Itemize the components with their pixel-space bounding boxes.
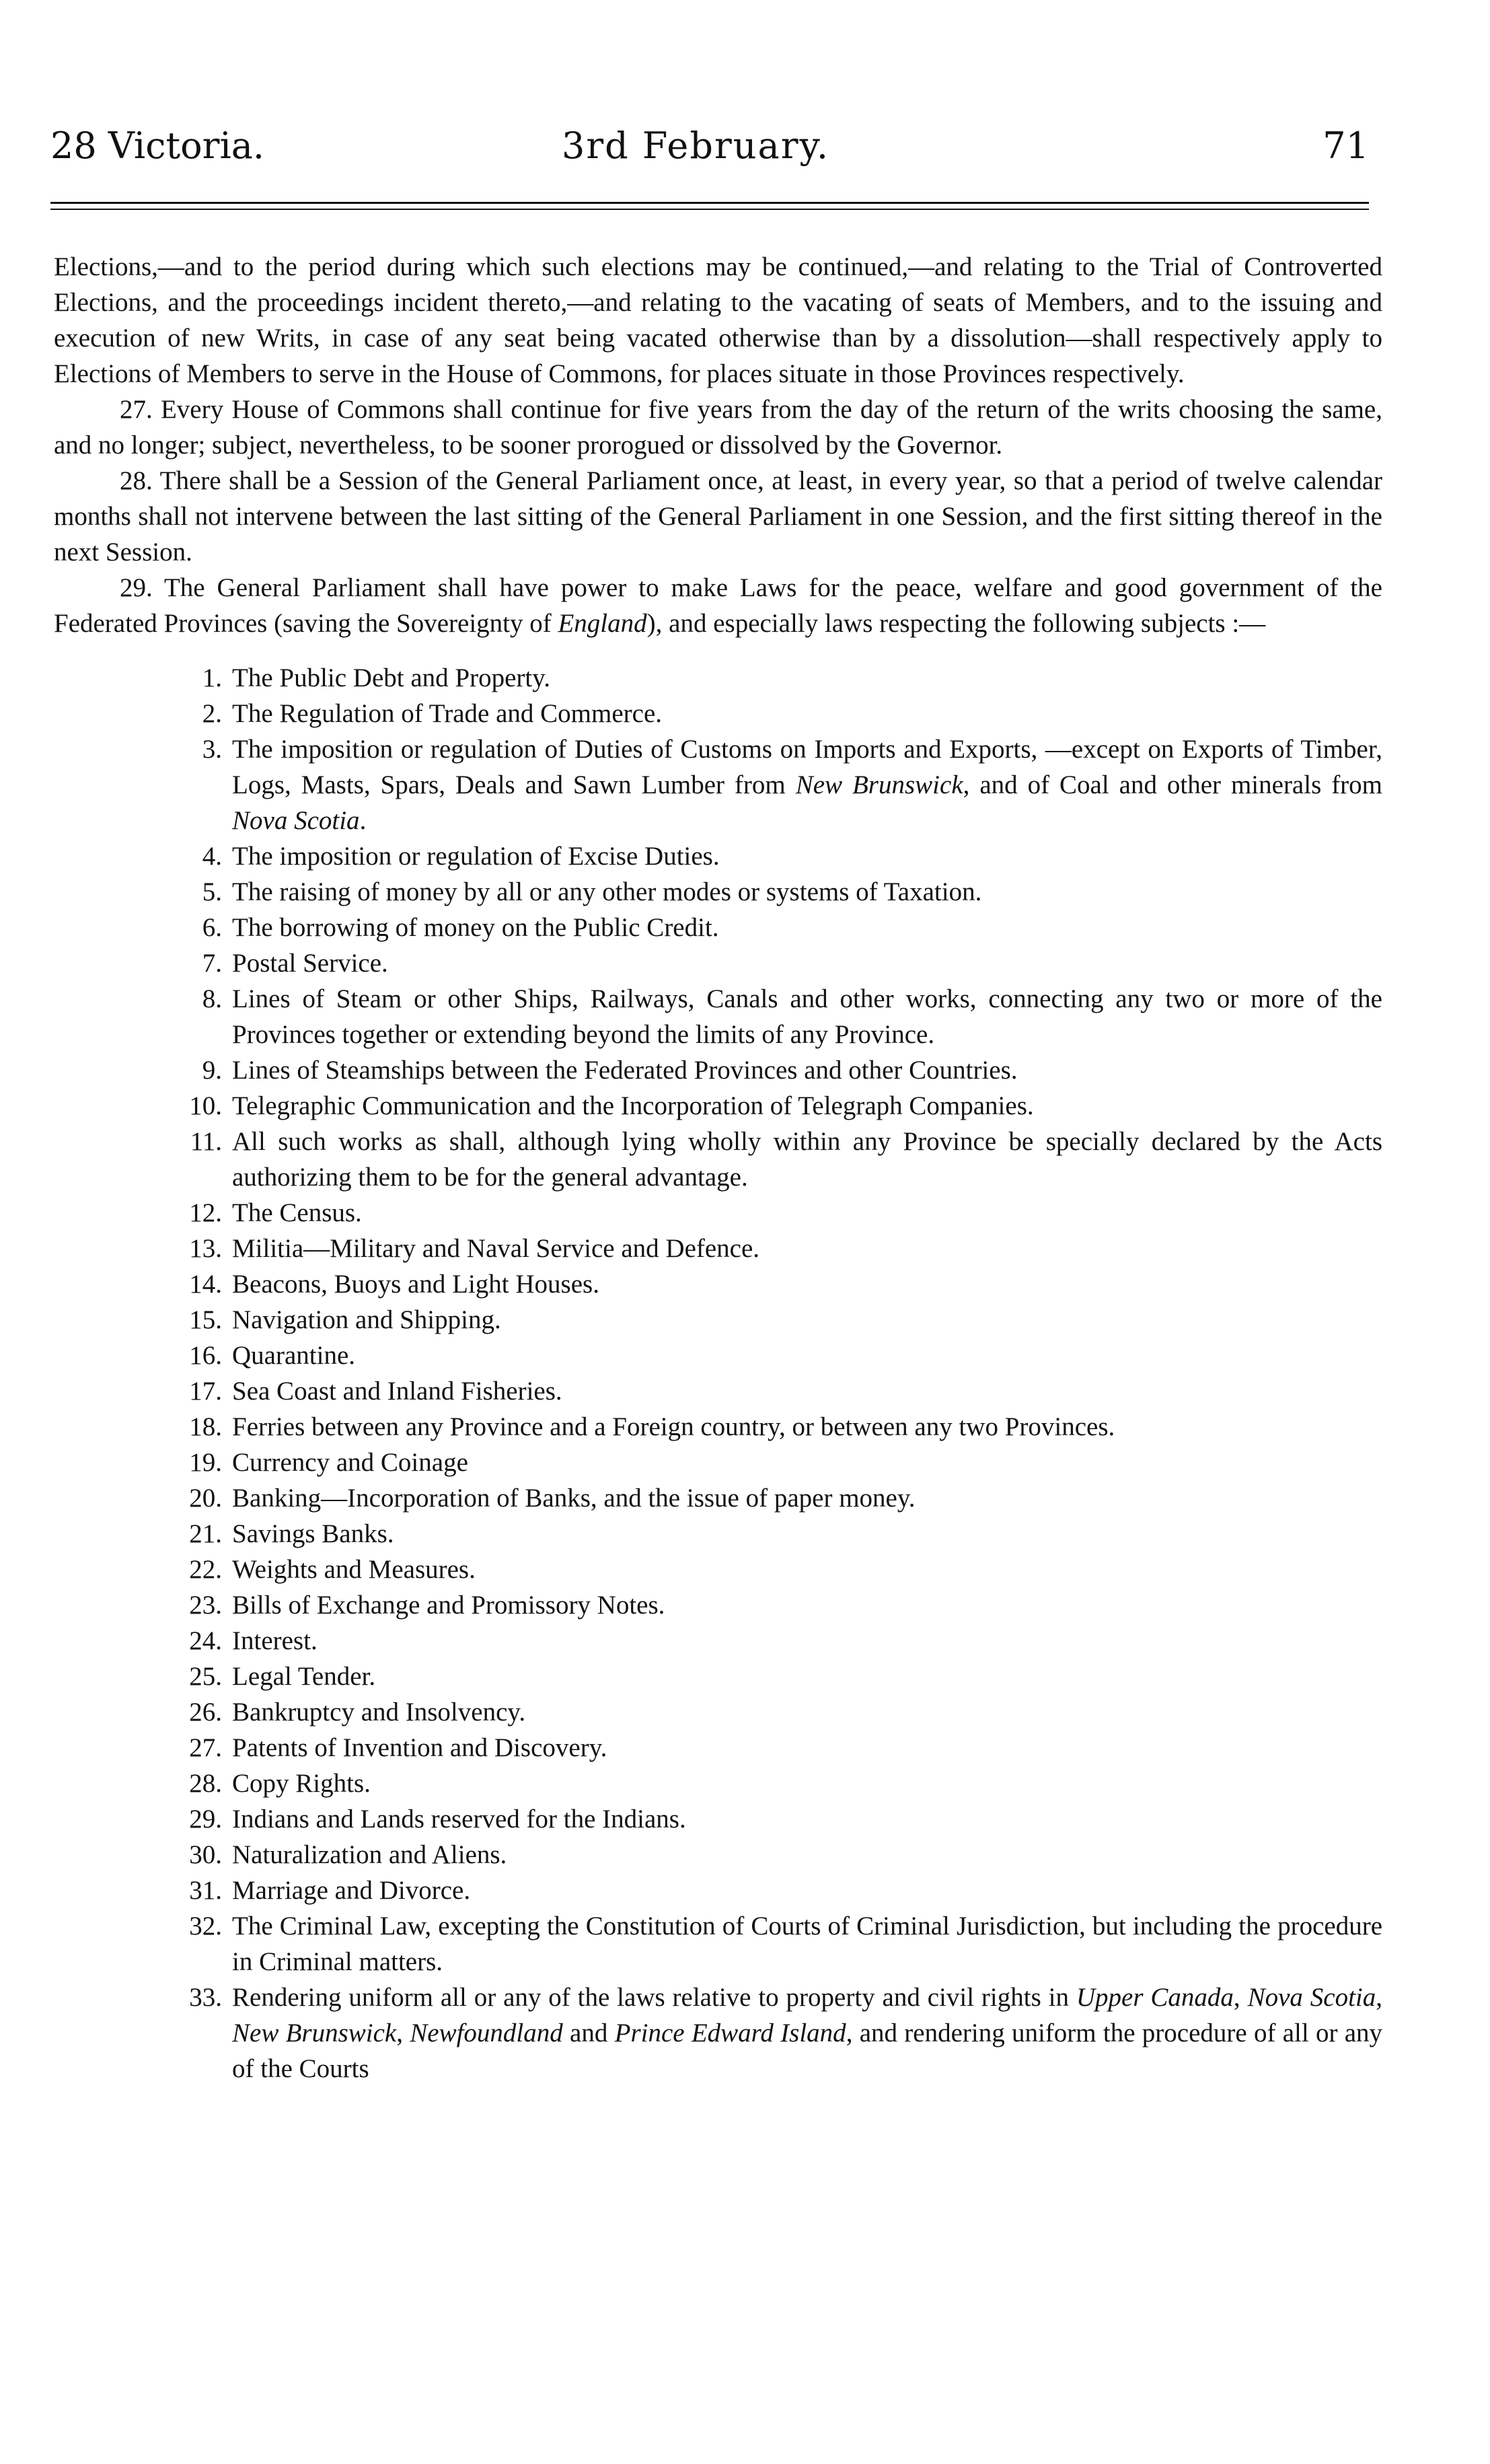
list-item-text: Indians and Lands reserved for the Indians. (232, 1805, 686, 1834)
paragraph-29 (54, 570, 1382, 641)
list-item-number: 19. (189, 1448, 222, 1477)
list-item (54, 838, 1382, 874)
list-item-number: 13. (189, 1234, 222, 1263)
paragraph-29-part-a: 29. The General Parliament shall have power to make Laws for the peace, welfare and good government of the Federated Provinces (saving the Sovereignty of (54, 573, 1382, 638)
list-item-text: Legal Tender. (232, 1662, 376, 1691)
list-item-text: Bills of Exchange and Promissory Notes. (232, 1591, 665, 1620)
list-item (54, 731, 1382, 838)
list-item-text: Militia—Military and Naval Service and Defence. (232, 1234, 760, 1263)
list-item-text: The Regulation of Trade and Commerce. (232, 699, 663, 728)
list-item (54, 981, 1382, 1052)
header-regnal-year: 28 Victoria. (50, 124, 265, 167)
list-item-text: The Census. (232, 1198, 362, 1227)
list-item-number: 3. (202, 735, 222, 764)
list-item (54, 1338, 1382, 1373)
paragraph-28: 28. There shall be a Session of the General Parliament once, at least, in every year, so that a period of twelve calendar months shall not intervene between the last sitting of the General Parliament in one Session, and the first sitting thereof in the next Session. (54, 466, 1382, 567)
list-item-number: 15. (189, 1305, 222, 1334)
list-item-number: 16. (189, 1341, 222, 1370)
list-item-text: Telegraphic Communication and the Incorporation of Telegraph Companies. (232, 1091, 1034, 1120)
list-item-text: The borrowing of money on the Public Credit. (232, 913, 719, 942)
list-item-number: 2. (202, 699, 222, 728)
list-item (54, 1445, 1382, 1480)
list-item (54, 1195, 1382, 1231)
list-item-number: 9. (202, 1056, 222, 1085)
running-header (50, 124, 1369, 185)
list-item-text: All such works as shall, although lying wholly within any Province be specially declared by the Acts authorizing them to be for the general advantage. (232, 1127, 1382, 1192)
list-item-number: 17. (189, 1377, 222, 1406)
list-item (54, 1587, 1382, 1623)
list-item-number: 8. (202, 984, 222, 1013)
list-item (54, 1659, 1382, 1694)
list-item (54, 1124, 1382, 1195)
list-item (54, 1801, 1382, 1837)
list-item (54, 1373, 1382, 1409)
list-item-number: 28. (189, 1769, 222, 1798)
list-item-text: The Criminal Law, excepting the Constitution of Courts of Criminal Jurisdiction, but including the procedure in Criminal matters. (232, 1912, 1382, 1976)
list-item-number: 12. (189, 1198, 222, 1227)
paragraph-27: 27. Every House of Commons shall continue for five years from the day of the return of the writs choosing the same, and no longer; subject, nevertheless, to be sooner prorogued or dissolved by the Governor. (54, 395, 1382, 460)
list-item (54, 1623, 1382, 1659)
list-item-text: Rendering uniform all or any of the laws relative to property and civil rights in Upper Canada, Nova Scotia, New Brunswick, Newfoundland and Prince Edward Island, and rendering uniform the procedure of all or any of the Courts (232, 1983, 1383, 2083)
list-item-number: 21. (189, 1519, 222, 1548)
list-item (54, 1231, 1382, 1266)
list-item (54, 1766, 1382, 1801)
header-rule (50, 202, 1369, 210)
list-item-text: The imposition or regulation of Duties of Customs on Imports and Exports, —except on Exports of Timber, Logs, Masts, Spars, Deals and Sawn Lumber from New Brunswick, and of Coal and other minerals from Nova Scotia. (232, 735, 1383, 835)
list-item (54, 1266, 1382, 1302)
list-item-number: 27. (189, 1733, 222, 1762)
list-item-number: 22. (189, 1555, 222, 1584)
list-item-number: 20. (189, 1484, 222, 1513)
header-date: 3rd February. (562, 124, 830, 167)
list-item-text: Ferries between any Province and a Foreign country, or between any two Provinces. (232, 1412, 1115, 1441)
list-item (54, 1516, 1382, 1552)
list-item (54, 1088, 1382, 1124)
list-item-text: Marriage and Divorce. (232, 1876, 471, 1905)
list-item-text: Quarantine. (232, 1341, 356, 1370)
list-item-number: 7. (202, 949, 222, 978)
list-item-number: 31. (189, 1876, 222, 1905)
page-number: 71 (1323, 124, 1369, 167)
list-item (54, 1552, 1382, 1587)
list-item (54, 1980, 1382, 2087)
paragraph-continuation: Elections,—and to the period during which such elections may be continued,—and relating to the Trial of Controverted Elections, and the proceedings incident thereto,—and relating to the vacating of seats of Members, and to the issuing and execution of new Writs, in case of any seat being vacated otherwise than by a dissolution—shall respectively apply to Elections of Members to serve in the House of Commons, for places situate in those Provinces respectively. (54, 252, 1382, 388)
list-item (54, 1873, 1382, 1908)
list-item-text: Sea Coast and Inland Fisheries. (232, 1377, 562, 1406)
list-item (54, 910, 1382, 945)
list-item-text: The imposition or regulation of Excise Duties. (232, 842, 720, 871)
list-item-text: Lines of Steam or other Ships, Railways, Canals and other works, connecting any two or more of the Provinces together or extending beyond the limits of any Province. (232, 984, 1382, 1049)
list-item-number: 11. (190, 1127, 222, 1156)
list-item-text: Postal Service. (232, 949, 388, 978)
list-item-number: 32. (189, 1912, 222, 1941)
list-item-text: Banking—Incorporation of Banks, and the issue of paper money. (232, 1484, 916, 1513)
list-item-number: 4. (202, 842, 222, 871)
list-item-number: 25. (189, 1662, 222, 1691)
list-item-text: Weights and Measures. (232, 1555, 476, 1584)
list-item-number: 33. (189, 1983, 222, 2012)
list-item (54, 660, 1382, 696)
list-item (54, 1480, 1382, 1516)
list-item-number: 14. (189, 1270, 222, 1299)
list-item (54, 1730, 1382, 1766)
list-item (54, 1409, 1382, 1445)
list-item-number: 30. (189, 1840, 222, 1869)
list-item-text: Lines of Steamships between the Federated Provinces and other Countries. (232, 1056, 1018, 1085)
list-item-text: Patents of Invention and Discovery. (232, 1733, 607, 1762)
list-item-text: Currency and Coinage (232, 1448, 468, 1477)
page-body (54, 249, 1382, 2087)
list-item-text: Bankruptcy and Insolvency. (232, 1698, 526, 1727)
list-item-number: 24. (189, 1626, 222, 1655)
list-item-text: Copy Rights. (232, 1769, 371, 1798)
list-item (54, 874, 1382, 910)
list-item-number: 26. (189, 1698, 222, 1727)
list-item (54, 945, 1382, 981)
list-item-text: Navigation and Shipping. (232, 1305, 501, 1334)
list-item (54, 696, 1382, 731)
list-item (54, 1908, 1382, 1980)
list-item-number: 5. (202, 877, 222, 906)
list-item-number: 1. (202, 663, 222, 692)
list-item-number: 29. (189, 1805, 222, 1834)
list-item (54, 1302, 1382, 1338)
list-item-text: Savings Banks. (232, 1519, 394, 1548)
list-item (54, 1837, 1382, 1873)
list-item-number: 18. (189, 1412, 222, 1441)
paragraph-29-england: England (558, 609, 647, 638)
list-item-text: The Public Debt and Property. (232, 663, 550, 692)
list-item-text: The raising of money by all or any other modes or systems of Taxation. (232, 877, 982, 906)
list-item-text: Beacons, Buoys and Light Houses. (232, 1270, 599, 1299)
list-item-number: 6. (202, 913, 222, 942)
subjects-list (54, 660, 1382, 2087)
list-item-number: 23. (189, 1591, 222, 1620)
paragraph-29-part-b: ), and especially laws respecting the following subjects :— (646, 609, 1266, 638)
list-item-text: Interest. (232, 1626, 318, 1655)
list-item-text: Naturalization and Aliens. (232, 1840, 507, 1869)
list-item-number: 10. (189, 1091, 222, 1120)
list-item (54, 1694, 1382, 1730)
list-item (54, 1052, 1382, 1088)
